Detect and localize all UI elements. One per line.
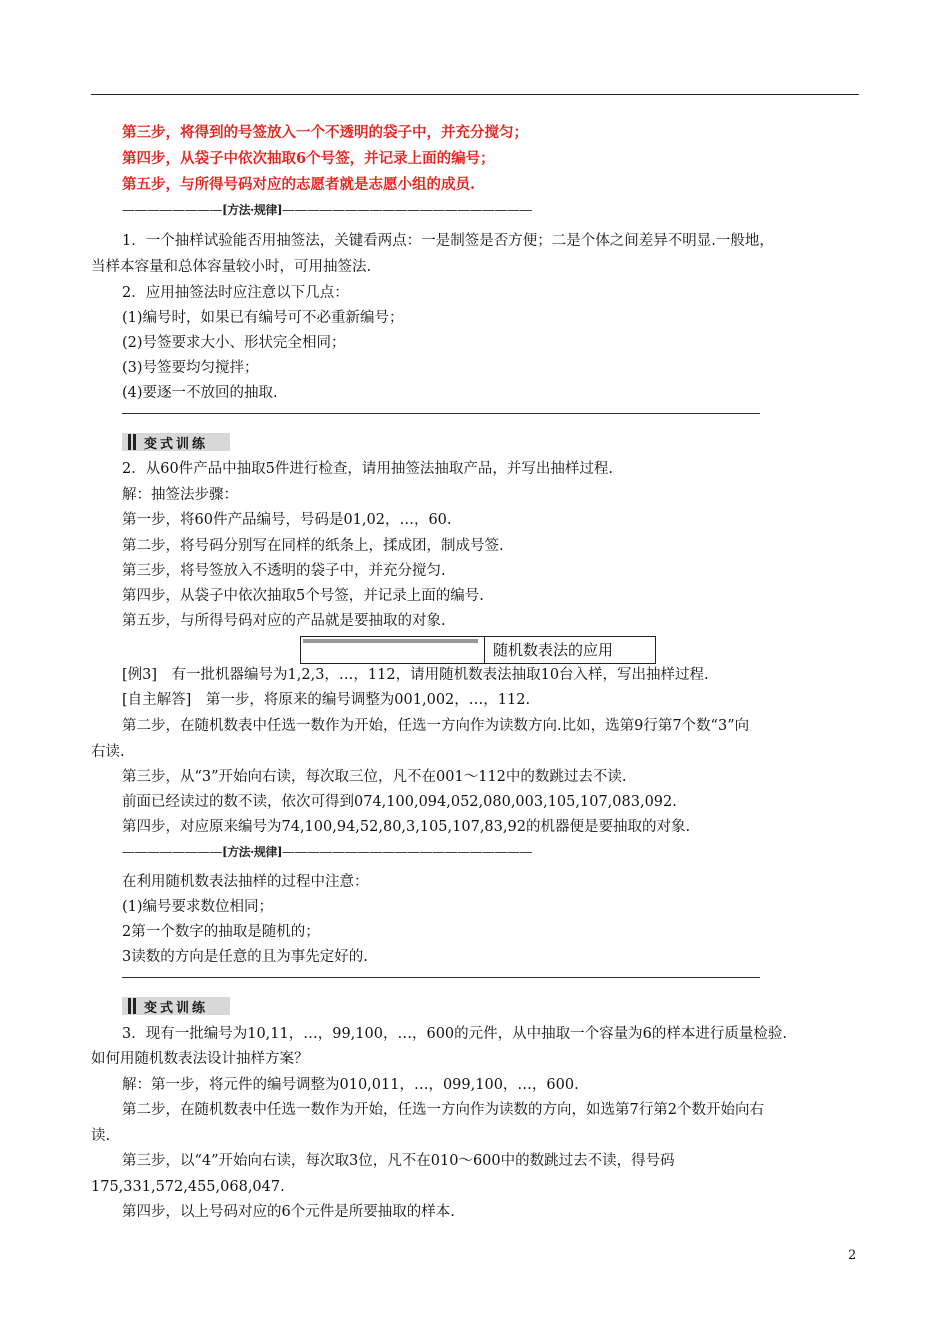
example3-step3: 第三步，从“3”开始向右读，每次取三位，凡不在001～112中的数跳过去不读.	[122, 769, 627, 785]
example3-step2-line2: 右读.	[91, 744, 125, 760]
divider-right: ————————————————————	[282, 203, 533, 218]
exercise3-step-4: 第四步，以上号码对应的6个元件是所要抽取的样本.	[122, 1204, 455, 1220]
exercise3-step2-line2: 读.	[91, 1128, 111, 1144]
method2-intro: 在利用随机数表法抽样的过程中注意：	[122, 874, 369, 890]
method-divider	[122, 201, 532, 218]
example3-step2-line1: 第二步，在随机数表中任选一数作为开始，任选一方向作为读数方向.比如，选第9行第7个数“3”向	[122, 718, 750, 734]
badge-bars-icon	[128, 998, 136, 1014]
exercise3-step-1: 解：第一步，将元件的编号调整为010,011，…，099,100，…，600.	[122, 1077, 579, 1093]
method1-item-2: (2)号签要求大小、形状完全相同；	[122, 335, 346, 351]
variant-training-badge-2	[122, 997, 230, 1015]
divider-right: ————————————————————	[282, 845, 533, 860]
section-rule-1	[122, 413, 760, 414]
method-label: [方法·规律]	[222, 845, 283, 859]
example3-self-answer: [自主解答] 第一步，将原来的编号调整为001,002，…，112.	[122, 692, 531, 708]
red-step-5: 第五步，与所得号码对应的志愿者就是志愿小组的成员.	[122, 176, 476, 193]
method1-item-4: (4)要逐一不放回的抽取.	[122, 385, 278, 401]
exercise2-step-2: 第二步，将号码分别写在同样的纸条上，揉成团，制成号签.	[122, 538, 504, 554]
section-title-decoration	[301, 637, 485, 663]
header-rule	[91, 94, 859, 95]
section-rule-2	[122, 977, 760, 978]
method1-item-1: (1)编号时，如果已有编号可不必重新编号；	[122, 310, 404, 326]
method1-p1-line2: 当样本容量和总体容量较小时，可用抽签法.	[91, 259, 372, 275]
method-label: [方法·规律]	[222, 203, 283, 217]
exercise3-question-line1: 3．现有一批编号为10,11，…，99,100，…，600的元件，从中抽取一个容量为6的样本进行质量检验.	[122, 1026, 787, 1042]
page-number: 2	[848, 1248, 857, 1263]
exercise2-step-3: 第三步，将号签放入不透明的袋子中，并充分搅匀.	[122, 563, 446, 579]
exercise2-step-4: 第四步，从袋子中依次抽取5个号签，并记录上面的编号.	[122, 588, 484, 604]
method2-item-2: 2第一个数字的抽取是随机的；	[122, 924, 320, 940]
exercise3-step3-line2: 175,331,572,455,068,047.	[91, 1179, 285, 1195]
exercise2-step-1: 第一步，将60件产品编号，号码是01,02，…，60.	[122, 512, 452, 528]
divider-left: ————————	[122, 845, 222, 860]
badge-bars-icon	[128, 434, 136, 450]
exercise3-step2-line1: 第二步，在随机数表中任选一数作为开始，任选一方向作为读数的方向，如选第7行第2个数开始向右	[122, 1102, 764, 1118]
red-step-3: 第三步，将得到的号签放入一个不透明的袋子中，并充分搅匀；	[122, 124, 528, 141]
example3-step4: 第四步，对应原来编号为74,100,94,52,80,3,105,107,83,92的机器便是要抽取的对象.	[122, 819, 691, 835]
badge-label: 变式训练	[144, 436, 209, 452]
example3-question: [例3] 有一批机器编号为1,2,3，…，112，请用随机数表法抽取10台入样，写出抽样过程.	[122, 667, 709, 683]
section-title-box	[300, 636, 656, 664]
method2-item-1: (1)编号要求数位相同；	[122, 899, 274, 915]
exercise2-step-5: 第五步，与所得号码对应的产品就是要抽取的对象.	[122, 613, 446, 629]
method1-p1-line1: 1．一个抽样试验能否用抽签法，关键看两点：一是制签是否方便；二是个体之间差异不明显.一般地，	[122, 233, 774, 249]
section-title: 随机数表法的应用	[493, 641, 614, 659]
exercise3-question-line2: 如何用随机数表法设计抽样方案？	[91, 1051, 309, 1067]
exercise2-question: 2．从60件产品中抽取5件进行检查，请用抽签法抽取产品，并写出抽样过程.	[122, 461, 614, 477]
method1-item-3: (3)号签要均匀搅拌；	[122, 360, 259, 376]
method2-item-3: 3读数的方向是任意的且为事先定好的.	[122, 949, 368, 965]
divider-left: ————————	[122, 203, 222, 218]
red-step-4: 第四步，从袋子中依次抽取6个号签，并记录上面的编号；	[122, 150, 495, 167]
exercise3-step3-line1: 第三步，以“4”开始向右读，每次取3位，凡不在010～600中的数跳过去不读，得号码	[122, 1153, 675, 1169]
method-divider-2	[122, 843, 532, 860]
variant-training-badge-1	[122, 433, 230, 451]
example3-step3b: 前面已经读过的数不读，依次可得到074,100,094,052,080,003,105,107,083,092.	[122, 794, 677, 810]
method1-p2: 2．应用抽签法时应注意以下几点：	[122, 285, 349, 301]
exercise2-answer-intro: 解：抽签法步骤：	[122, 487, 238, 503]
badge-label: 变式训练	[144, 1000, 209, 1016]
